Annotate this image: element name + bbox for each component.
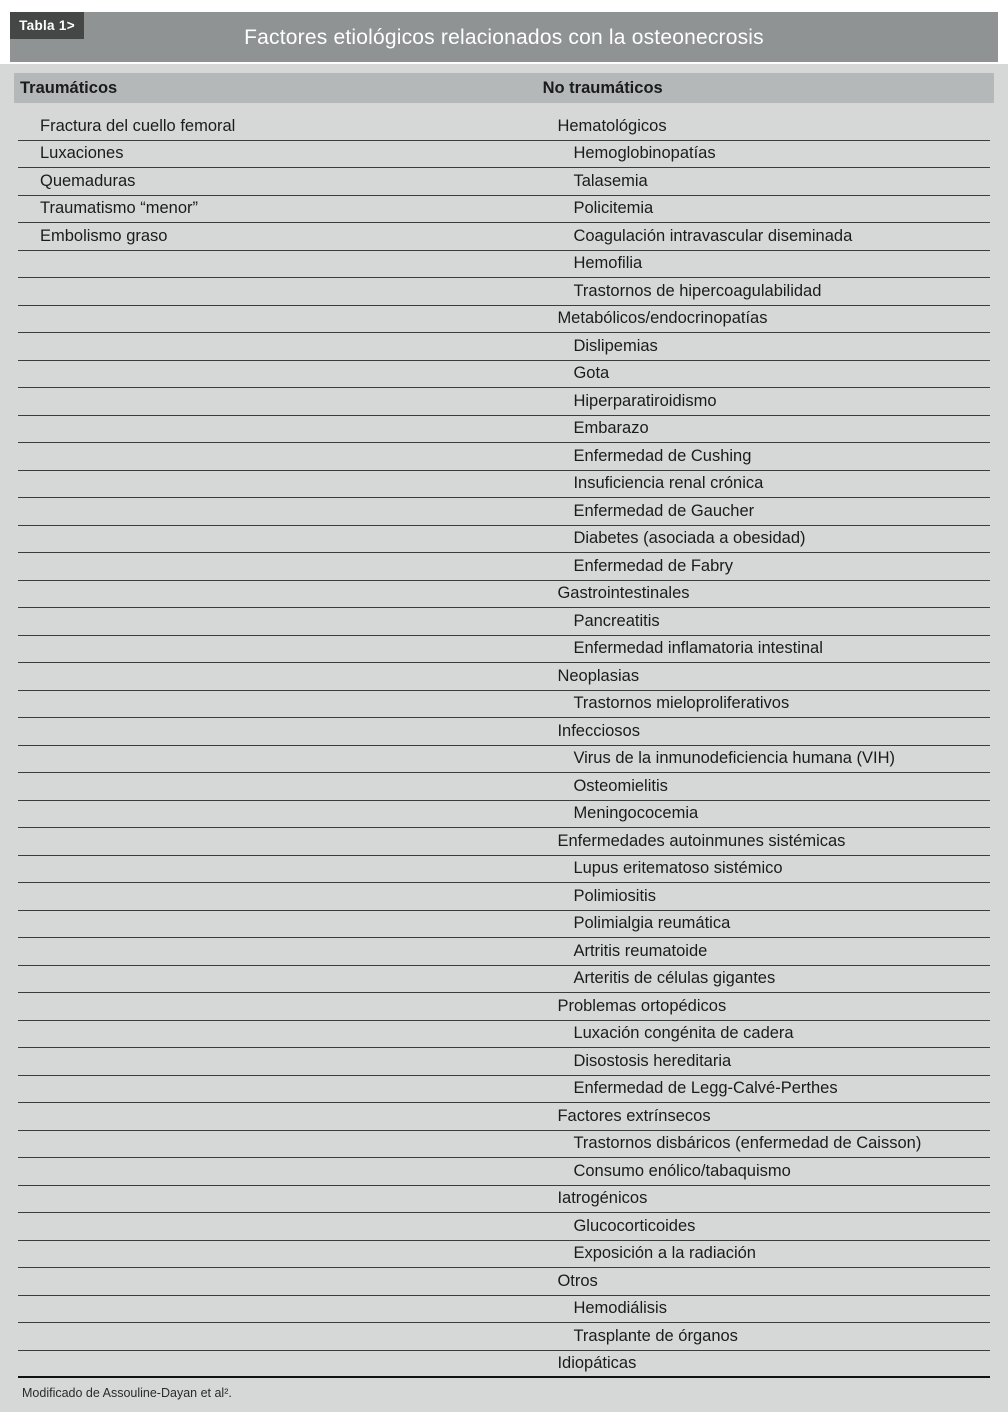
table-row	[18, 993, 990, 1021]
table-row	[18, 1213, 990, 1241]
table-row	[18, 938, 990, 966]
table-row	[18, 113, 990, 141]
nontraumatic-item: Insuficiencia renal crónica	[573, 474, 764, 493]
nontraumatic-item: Polimialgia reumática	[573, 914, 731, 933]
nontraumatic-item: Lupus eritematoso sistémico	[573, 859, 783, 878]
table-row	[18, 636, 990, 664]
table-body	[0, 64, 1008, 1412]
table-row	[18, 1021, 990, 1049]
table-row	[18, 828, 990, 856]
table-row	[18, 1076, 990, 1104]
nontraumatic-item: Disostosis hereditaria	[573, 1051, 732, 1070]
nontraumatic-item: Diabetes (asociada a obesidad)	[573, 529, 806, 548]
table-row	[18, 223, 990, 251]
nontraumatic-item: Coagulación intravascular diseminada	[573, 226, 853, 245]
nontraumatic-item: Enfermedad de Gaucher	[573, 501, 755, 520]
table-row	[18, 361, 990, 389]
nontraumatic-item: Glucocorticoides	[573, 1216, 696, 1235]
table-row	[18, 966, 990, 994]
table-row	[18, 1103, 990, 1131]
nontraumatic-item: Trastornos mieloproliferativos	[573, 694, 790, 713]
nontraumatic-item: Trasplante de órganos	[573, 1326, 738, 1345]
table-title: Factores etiológicos relacionados con la osteonecrosis	[244, 26, 764, 49]
table-row	[18, 718, 990, 746]
table-row	[18, 443, 990, 471]
table-row	[18, 526, 990, 554]
table-row	[18, 141, 990, 169]
table-row	[18, 333, 990, 361]
nontraumatic-item: Consumo enólico/tabaquismo	[573, 1161, 791, 1180]
nontraumatic-category: Idiopáticas	[557, 1353, 637, 1372]
nontraumatic-item: Arteritis de células gigantes	[573, 969, 776, 988]
table-row	[18, 471, 990, 499]
nontraumatic-item: Enfermedad de Cushing	[573, 446, 752, 465]
nontraumatic-category: Hematológicos	[557, 116, 667, 135]
nontraumatic-item: Polimiositis	[573, 886, 656, 905]
table-row	[18, 1268, 990, 1296]
column-header-traumaticos: Traumáticos	[20, 78, 118, 97]
table-row	[18, 746, 990, 774]
nontraumatic-category: Otros	[557, 1271, 598, 1290]
table-row	[18, 388, 990, 416]
nontraumatic-category: Iatrogénicos	[557, 1189, 648, 1208]
table-row	[18, 416, 990, 444]
nontraumatic-category: Gastrointestinales	[557, 584, 690, 603]
column-header-band	[14, 73, 994, 103]
nontraumatic-category: Problemas ortopédicos	[557, 996, 727, 1015]
nontraumatic-item: Hiperparatiroidismo	[573, 391, 717, 410]
nontraumatic-item: Policitemia	[573, 199, 654, 218]
nontraumatic-item: Artritis reumatoide	[573, 941, 708, 960]
nontraumatic-item: Enfermedad inflamatoria intestinal	[573, 639, 823, 658]
nontraumatic-item: Hemofilia	[573, 254, 643, 273]
traumatic-item: Traumatismo “menor”	[40, 199, 198, 218]
nontraumatic-category: Enfermedades autoinmunes sistémicas	[557, 831, 846, 850]
table-row	[18, 856, 990, 884]
table-row	[18, 773, 990, 801]
nontraumatic-item: Meningococemia	[573, 804, 699, 823]
table-row	[18, 1048, 990, 1076]
traumatic-item: Luxaciones	[40, 144, 124, 163]
table-row	[18, 498, 990, 526]
table-row	[18, 691, 990, 719]
nontraumatic-item: Enfermedad de Fabry	[573, 556, 734, 575]
table-row	[18, 1186, 990, 1214]
nontraumatic-item: Pancreatitis	[573, 611, 660, 630]
nontraumatic-item: Hemodiálisis	[573, 1299, 667, 1318]
nontraumatic-category: Factores extrínsecos	[557, 1106, 711, 1125]
nontraumatic-item: Talasemia	[573, 171, 648, 190]
traumatic-item: Embolismo graso	[40, 226, 168, 245]
nontraumatic-item: Osteomielitis	[573, 776, 668, 795]
table-row	[18, 1351, 990, 1379]
table-row	[18, 251, 990, 279]
traumatic-item: Fractura del cuello femoral	[40, 116, 236, 135]
table-number-badge: Tabla 1>	[10, 12, 84, 39]
table-row	[18, 911, 990, 939]
table-row	[18, 278, 990, 306]
table-row	[18, 168, 990, 196]
table-row	[18, 1158, 990, 1186]
nontraumatic-item: Embarazo	[573, 419, 649, 438]
nontraumatic-item: Hemoglobinopatías	[573, 144, 716, 163]
table-rows	[18, 113, 990, 1378]
table-row	[18, 581, 990, 609]
nontraumatic-item: Exposición a la radiación	[573, 1244, 756, 1263]
nontraumatic-category: Infecciosos	[557, 721, 640, 740]
table-row	[18, 608, 990, 636]
nontraumatic-item: Virus de la inmunodeficiencia humana (VIH)	[573, 749, 896, 768]
table-row	[18, 1323, 990, 1351]
nontraumatic-item: Gota	[573, 364, 610, 383]
table-row	[18, 883, 990, 911]
table-row	[18, 1131, 990, 1159]
nontraumatic-item: Luxación congénita de cadera	[573, 1024, 794, 1043]
table-row	[18, 801, 990, 829]
nontraumatic-category: Neoplasias	[557, 666, 640, 685]
table-title-bar	[10, 12, 998, 62]
traumatic-item: Quemaduras	[40, 171, 136, 190]
table-row	[18, 663, 990, 691]
nontraumatic-item: Trastornos disbáricos (enfermedad de Caisson)	[573, 1134, 922, 1153]
nontraumatic-item: Enfermedad de Legg-Calvé-Perthes	[573, 1079, 838, 1098]
table-row	[18, 196, 990, 224]
nontraumatic-item: Dislipemias	[573, 336, 658, 355]
table-row	[18, 1296, 990, 1324]
column-header-no-traumaticos: No traumáticos	[542, 78, 663, 97]
nontraumatic-category: Metabólicos/endocrinopatías	[557, 309, 768, 328]
table-row	[18, 553, 990, 581]
table-row	[18, 1241, 990, 1269]
nontraumatic-item: Trastornos de hipercoagulabilidad	[573, 281, 822, 300]
table-footnote: Modificado de Assouline-Dayan et al².	[22, 1386, 232, 1400]
table-row	[18, 306, 990, 334]
